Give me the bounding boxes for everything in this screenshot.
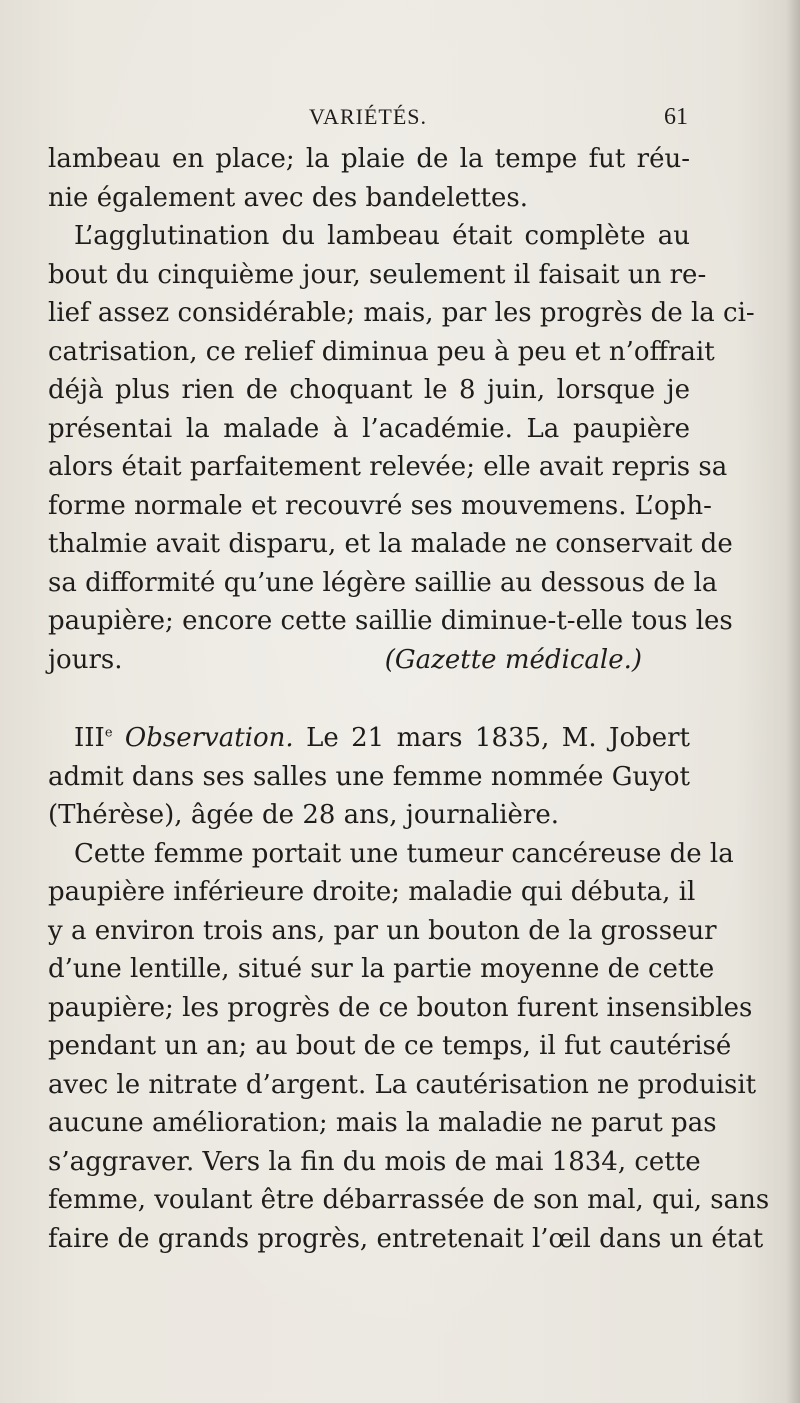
last-line-text: jours. [48,644,123,675]
text-line: alors était parfaitement relevée; elle avait repris sa [48,452,728,482]
text-line: thalmie avait disparu, et la malade ne conservait de [48,529,733,559]
text-line: femme, voulant être débarrassée de son mal, qui, sans [48,1185,770,1215]
text-line: présentai la malade à l’académie. La paupière [48,413,690,444]
page-edge-shadow [786,0,800,1403]
text-line: nie également avec des bandelettes. [48,182,528,213]
body-text [48,140,770,1258]
text-line: forme normale et recouvré ses mouvemens. L’oph- [48,490,712,521]
observation-heading-line [48,719,690,758]
text-line: catrisation, ce relief diminua peu à peu et n’offrait [48,336,715,367]
page-number: 61 [664,104,688,130]
text-line: bout du cinquième jour, seulement il faisait un re- [48,259,707,290]
text-line: avec le nitrate d’argent. La cautérisation ne produisit [48,1069,757,1100]
text-line: d’une lentille, situé sur la partie moyenne de cette [48,954,715,984]
text-line: déjà plus rien de choquant le 8 juin, lorsque je [48,375,690,405]
text-line: lambeau en place; la plaie de la tempe fut réu- [48,144,690,174]
text-line: L’agglutination du lambeau était complète au [74,221,690,251]
text-line: faire de grands progrès, entretenait l’œil dans un état [48,1223,764,1254]
observation-label: Observation. [124,723,294,753]
text-line: lief assez considérable; mais, par les progrès de la ci- [48,298,755,328]
text-line: y a environ trois ans, par un bouton de la grosseur [48,915,717,946]
observation-line-rest: Le 21 mars 1835, M. Jobert [306,723,691,753]
text-line: paupière; les progrès de ce bouton furent insensibles [48,992,753,1023]
text-line: sa difformité qu’une légère saillie au dessous de la [48,567,718,598]
observation-number: III [74,723,105,753]
text-line: Cette femme portait une tumeur cancéreuse de la [74,838,734,869]
text-line: paupière inférieure droite; maladie qui débuta, il [48,877,696,907]
observation-superscript: e [104,725,113,741]
running-head: VARIÉTÉS. [309,104,427,129]
text-line: (Thérèse), âgée de 28 ans, journalière. [48,800,560,830]
page-header [48,104,688,138]
text-line: admit dans ses salles une femme nommée Guyot [48,761,690,792]
citation: (Gazette médicale.) [384,644,642,675]
text-line: s’aggraver. Vers la fin du mois de mai 1834, cette [48,1146,701,1177]
text-line-citation [48,641,690,680]
section-gap [48,679,690,719]
text-line: paupière; encore cette saillie diminue-t-elle tous les [48,606,733,636]
text-line: aucune amélioration; mais la maladie ne parut pas [48,1108,717,1138]
text-line: pendant un an; au bout de ce temps, il fut cautérisé [48,1031,732,1061]
